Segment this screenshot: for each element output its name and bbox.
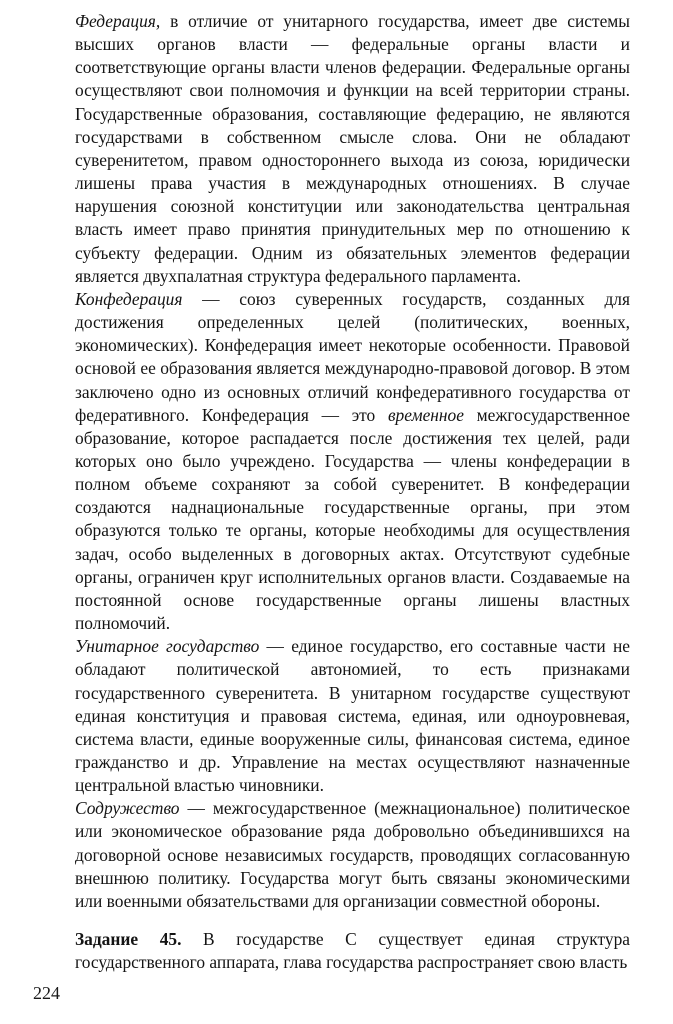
paragraph-unitary-state-text: — единое государство, его составные части не обладают политической автономией, то есть признаками государственного суверенитета. В унитарном государстве существуют единая конституция и правовая система, единая, или одноуровневая, система власти, единые вооруженные силы, финансовая система, единое гражданство и др. Управление на местах осуществляют назначенные центральной властью чиновники. (75, 636, 630, 796)
task-45 (75, 928, 630, 974)
term-federation: Федерация, (75, 11, 161, 31)
task-label: Задание 45. (75, 929, 182, 950)
paragraph-confederation (75, 288, 630, 635)
paragraph-commonwealth-text: — межгосударственное (межнациональное) политическое или экономическое образование ряда добровольно объединившихся на договорной основе независимых государств, проводящих согласованную внешнюю политику. Государства могут быть связаны экономическими или военными обязательствами для организации совместной обороны. (75, 798, 630, 911)
emphasis-temporary: временное (387, 404, 464, 425)
paragraph-confederation-text-after: межгосударственное образование, которое распадается после достижения тех целей, ради которых оно было учреждено. Государства — члены конфедерации в полном объеме сохраняют за собой суверенитет. В конфедерации создаются наднациональные государственные органы, при этом образуются только те органы, которые необходимы для осуществления задач, особо выделенных в договорных актах. Отсутствуют судебные органы, ограничен круг исполнительных органов власти. Создаваемые на постоянной основе государственные органы лишены властных полномочий. (75, 404, 630, 634)
page-number: 224 (33, 983, 60, 1003)
term-confederation: Конфедерация (75, 288, 183, 309)
paragraph-unitary-state (75, 635, 630, 797)
term-unitary-state: Унитарное государство (75, 636, 260, 657)
paragraph-federation-text: в отличие от унитарного государства, имеет две системы высших органов власти — федеральные органы власти и соответствующие органы власти членов федерации. Федеральные органы осуществляют свои полномочия и функции на всей территории страны. Государственные образования, составляющие федерацию, не являются государствами в собственном смысле слова. Они не обладают суверенитетом, правом одностороннего выхода из союза, юридически лишены права участия в международных отношениях. В случае нарушения союзной конституции или законодательства центральная власть имеет право принятия принудительных мер по отношению к субъекту федерации. Одним из обязательных элементов федерации является двухпалатная структура федерального парламента. (75, 11, 630, 286)
task-text: В государстве С существует единая структура государственного аппарата, глава государства распространяет свою власть (75, 929, 630, 973)
paragraph-confederation-text-before: — союз суверенных государств, созданных для достижения определенных целей (политических, военных, экономических). Конфедерация имеет некоторые особенности. Правовой основой ее образования является международно-правовой договор. В этом заключено одно из основных отличий конфедеративного государства от федеративного. Конфедерация — это (75, 288, 630, 425)
term-commonwealth: Содружество (75, 798, 180, 819)
paragraph-commonwealth (75, 797, 630, 913)
page-body (75, 10, 630, 974)
paragraph-federation (75, 10, 630, 288)
